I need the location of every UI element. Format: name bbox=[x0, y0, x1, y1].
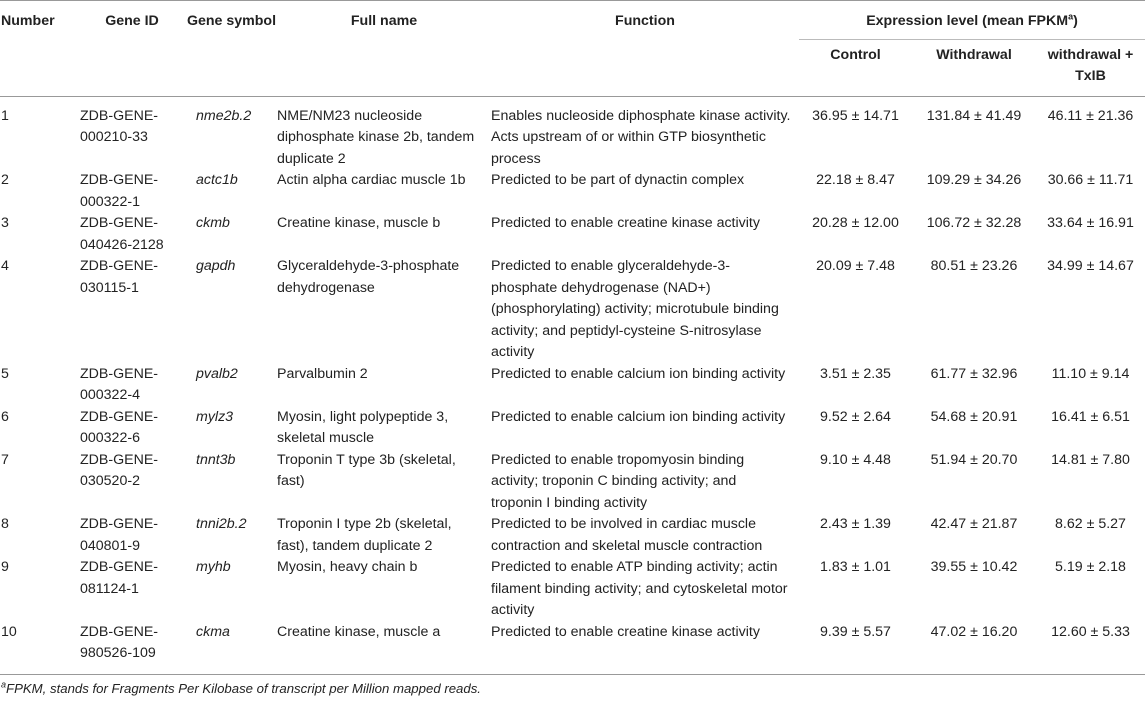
withdrawal-expression-cell: 42.47 ± 21.87 bbox=[930, 516, 1018, 532]
withdrawal-txib-expression-cell: 14.81 ± 7.80 bbox=[1051, 451, 1130, 468]
control-expression-cell: 9.39 ± 5.57 bbox=[820, 623, 891, 640]
row-number: 2 bbox=[1, 172, 9, 188]
control-expression-cell: 1.83 ± 1.01 bbox=[820, 559, 891, 575]
gene-id-cell: ZDB-GENE-030520-2 bbox=[80, 451, 159, 489]
gene-id-cell: ZDB-GENE-980526-109 bbox=[80, 623, 159, 661]
withdrawal-txib-expression-cell: 5.19 ± 2.18 bbox=[1055, 559, 1126, 575]
gene-symbol-cell: ckmb bbox=[196, 215, 230, 231]
gene-symbol-cell: mylz3 bbox=[196, 408, 234, 425]
gene-symbol-cell: nme2b.2 bbox=[196, 107, 252, 124]
gene-symbol-cell: myhb bbox=[196, 559, 231, 575]
withdrawal-txib-expression-cell: 34.99 ± 14.67 bbox=[1047, 258, 1134, 274]
withdrawal-txib-expression-cell: 30.66 ± 11.71 bbox=[1047, 172, 1134, 188]
function-cell: Predicted to be part of dynactin complex bbox=[491, 172, 745, 188]
withdrawal-expression-cell: 51.94 ± 20.70 bbox=[930, 451, 1018, 468]
function-cell: Predicted to be involved in cardiac muscle contraction and skeletal muscle contraction bbox=[491, 516, 763, 554]
withdrawal-expression-cell: 47.02 ± 16.20 bbox=[930, 623, 1018, 640]
withdrawal-txib-expression-cell: 11.10 ± 9.14 bbox=[1051, 365, 1130, 382]
row-number: 6 bbox=[1, 408, 9, 425]
gene-symbol-cell: tnni2b.2 bbox=[196, 516, 247, 532]
table-row bbox=[0, 170, 1145, 213]
withdrawal-expression-cell: 54.68 ± 20.91 bbox=[930, 408, 1018, 425]
control-expression-cell: 20.09 ± 7.48 bbox=[816, 258, 895, 274]
header-number: Number bbox=[1, 13, 55, 29]
control-expression-cell: 3.51 ± 2.35 bbox=[820, 365, 891, 382]
header-expression-label: Expression level (mean FPKM bbox=[866, 13, 1069, 29]
gene-id-cell: ZDB-GENE-000322-6 bbox=[80, 408, 159, 446]
function-cell: Predicted to enable tropomyosin binding activity; troponin C binding activity; and troponin I binding activity bbox=[491, 451, 745, 511]
control-expression-cell: 36.95 ± 14.71 bbox=[812, 107, 899, 124]
table-row bbox=[0, 364, 1145, 407]
table-row bbox=[0, 96, 1145, 170]
control-expression-cell: 22.18 ± 8.47 bbox=[816, 172, 895, 188]
gene-id-cell: ZDB-GENE-081124-1 bbox=[80, 559, 159, 597]
full-name-cell: Creatine kinase, muscle a bbox=[277, 623, 441, 640]
header-withdrawal-txib: withdrawal + TxIB bbox=[1047, 46, 1134, 84]
gene-id-cell: ZDB-GENE-040801-9 bbox=[80, 516, 159, 554]
full-name-cell: NME/NM23 nucleoside diphosphate kinase 2b, tandem duplicate 2 bbox=[277, 107, 475, 167]
withdrawal-expression-cell: 61.77 ± 32.96 bbox=[930, 365, 1018, 382]
gene-symbol-cell: tnnt3b bbox=[196, 451, 236, 468]
table-row bbox=[0, 213, 1145, 256]
gene-id-cell: ZDB-GENE-040426-2128 bbox=[80, 215, 164, 253]
control-expression-cell: 20.28 ± 12.00 bbox=[812, 215, 899, 231]
withdrawal-expression-cell: 39.55 ± 10.42 bbox=[930, 559, 1018, 575]
withdrawal-expression-cell: 109.29 ± 34.26 bbox=[926, 172, 1022, 188]
header-withdrawal: Withdrawal bbox=[936, 46, 1012, 63]
table-row bbox=[0, 514, 1145, 557]
row-number: 3 bbox=[1, 215, 9, 231]
gene-id-cell: ZDB-GENE-000210-33 bbox=[80, 107, 159, 145]
header-full-name: Full name bbox=[350, 13, 418, 29]
withdrawal-txib-expression-cell: 16.41 ± 6.51 bbox=[1051, 408, 1130, 425]
table-row bbox=[0, 450, 1145, 515]
withdrawal-expression-cell: 131.84 ± 41.49 bbox=[926, 107, 1022, 124]
withdrawal-expression-cell: 106.72 ± 32.28 bbox=[926, 215, 1022, 231]
gene-id-cell: ZDB-GENE-000322-1 bbox=[80, 172, 159, 210]
gene-symbol-cell: pvalb2 bbox=[196, 365, 238, 382]
full-name-cell: Actin alpha cardiac muscle 1b bbox=[277, 172, 466, 188]
function-cell: Predicted to enable creatine kinase activity bbox=[491, 215, 760, 231]
row-number: 7 bbox=[1, 451, 9, 468]
header-function: Function bbox=[615, 13, 675, 29]
row-number: 4 bbox=[1, 258, 9, 274]
function-cell: Predicted to enable calcium ion binding activity bbox=[491, 408, 786, 425]
function-cell: Predicted to enable glyceraldehyde-3-phosphate dehydrogenase (NAD+) (phosphorylating) activity; microtubule binding activity; and peptidyl-cysteine S-nitrosylase activity bbox=[491, 258, 779, 360]
header-expression-level bbox=[799, 1, 1145, 40]
withdrawal-txib-expression-cell: 33.64 ± 16.91 bbox=[1047, 215, 1134, 231]
full-name-cell: Myosin, heavy chain b bbox=[277, 559, 418, 575]
row-number: 9 bbox=[1, 559, 9, 575]
withdrawal-txib-expression-cell: 46.11 ± 21.36 bbox=[1047, 107, 1134, 124]
function-cell: Enables nucleoside diphosphate kinase activity. Acts upstream of or within GTP biosynthetic process bbox=[491, 107, 791, 167]
footnote-text: FPKM, stands for Fragments Per Kilobase of transcript per Million mapped reads. bbox=[6, 680, 481, 696]
full-name-cell: Troponin T type 3b (skeletal, fast) bbox=[277, 451, 456, 489]
table-row bbox=[0, 407, 1145, 450]
full-name-cell: Creatine kinase, muscle b bbox=[277, 215, 441, 231]
row-number: 1 bbox=[1, 107, 9, 124]
row-number: 8 bbox=[1, 516, 9, 532]
gene-symbol-cell: ckma bbox=[196, 623, 230, 640]
row-number: 10 bbox=[1, 623, 17, 640]
full-name-cell: Parvalbumin 2 bbox=[277, 365, 368, 382]
function-cell: Predicted to enable ATP binding activity; actin filament binding activity; and cytoskeletal motor activity bbox=[491, 559, 788, 618]
full-name-cell: Glyceraldehyde-3-phosphate dehydrogenase bbox=[277, 258, 460, 296]
table-row bbox=[0, 622, 1145, 675]
table-footnote bbox=[0, 681, 1145, 696]
header-expression-close: ) bbox=[1073, 13, 1078, 29]
header-gene-id: Gene ID bbox=[105, 13, 159, 29]
control-expression-cell: 9.52 ± 2.64 bbox=[820, 408, 891, 425]
header-expression-footnote-marker: a bbox=[1068, 11, 1074, 22]
table-row bbox=[0, 557, 1145, 622]
control-expression-cell: 9.10 ± 4.48 bbox=[820, 451, 891, 468]
full-name-cell: Troponin I type 2b (skeletal, fast), tandem duplicate 2 bbox=[277, 516, 452, 554]
footnote-marker: a bbox=[1, 679, 7, 690]
header-control: Control bbox=[830, 46, 881, 63]
row-number: 5 bbox=[1, 365, 9, 382]
function-cell: Predicted to enable calcium ion binding activity bbox=[491, 365, 786, 382]
gene-symbol-cell: gapdh bbox=[196, 258, 236, 274]
withdrawal-txib-expression-cell: 12.60 ± 5.33 bbox=[1051, 623, 1130, 640]
header-gene-symbol: Gene symbol bbox=[186, 13, 277, 29]
function-cell: Predicted to enable creatine kinase activity bbox=[491, 623, 760, 640]
withdrawal-expression-cell: 80.51 ± 23.26 bbox=[930, 258, 1018, 274]
withdrawal-txib-expression-cell: 8.62 ± 5.27 bbox=[1055, 516, 1126, 532]
gene-id-cell: ZDB-GENE-030115-1 bbox=[80, 258, 159, 296]
control-expression-cell: 2.43 ± 1.39 bbox=[820, 516, 891, 532]
gene-id-cell: ZDB-GENE-000322-4 bbox=[80, 365, 159, 403]
gene-symbol-cell: actc1b bbox=[196, 172, 238, 188]
full-name-cell: Myosin, light polypeptide 3, skeletal muscle bbox=[277, 408, 449, 446]
table-row bbox=[0, 256, 1145, 364]
